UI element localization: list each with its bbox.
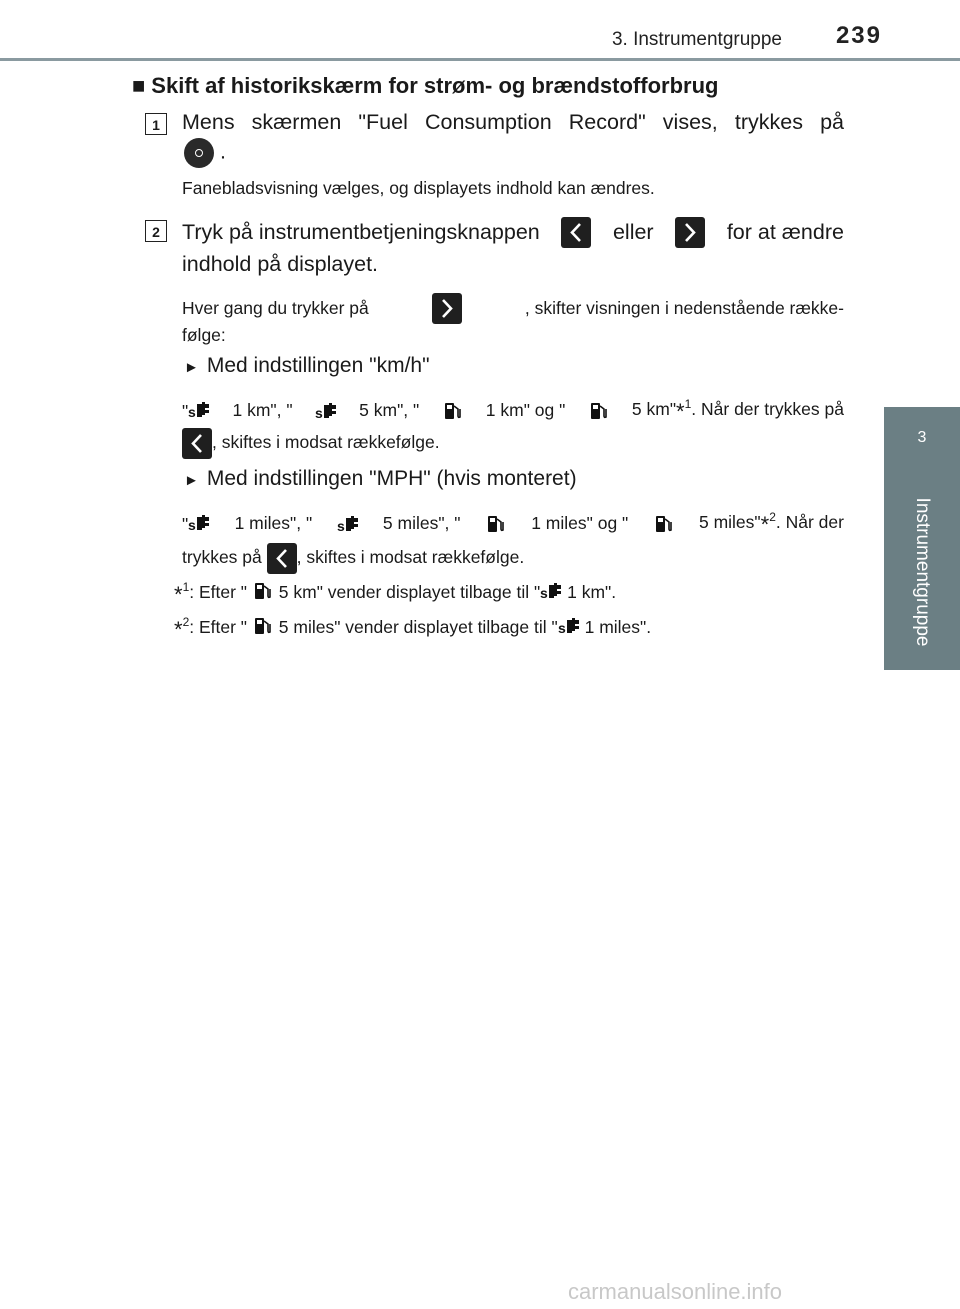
footnote-1: *$^1$: Efter " 5 km" vender displayet tilbage til " 1 km". <box>174 580 617 607</box>
ev-power-icon <box>315 401 337 421</box>
kmh-subheading: ► Med indstillingen "km/h" <box>184 354 430 377</box>
chapter-tab-label-text: Instrumentgruppe <box>912 497 933 646</box>
step2-note-line1: Hver gang du trykker på , skifter visningen i nedenstående række- <box>182 293 844 324</box>
ev-power-icon <box>337 514 359 534</box>
ev-power-icon <box>188 513 210 533</box>
mph-sequence-line1: " 1 miles", " 5 miles", " 1 miles" og " 5 miles"*$^2$. Når der <box>182 510 844 537</box>
header-section-title: 3. Instrumentgruppe <box>611 29 782 50</box>
ev-power-icon <box>558 616 580 636</box>
watermark: carmanualsonline.info <box>568 1279 783 1304</box>
header-divider <box>0 58 960 61</box>
chevron-right-key-icon <box>675 217 705 248</box>
chevron-left-key-icon <box>182 428 212 459</box>
kmh-sequence-line1: " 1 km", " 5 km", " 1 km" og " 5 km"*$^1$. Når der trykkes på <box>182 397 844 424</box>
fuel-pump-icon <box>442 401 464 421</box>
heading-text: Skift af historikskærm for strøm- og brændstofforbrug <box>151 73 719 98</box>
page-number: 239 <box>835 22 882 49</box>
kmh-sequence-line2: , skiftes i modsat rækkefølge. <box>182 428 440 459</box>
chevron-left-key-icon <box>267 543 297 574</box>
mph-sequence-line2: trykkes på , skiftes i modsat rækkefølge. <box>182 543 524 574</box>
step-number-1: 1 <box>145 113 167 135</box>
chevron-right-key-icon <box>432 293 462 324</box>
step2-text-line2: indhold på displayet. <box>182 252 379 276</box>
step1-text-line2: . <box>184 138 226 168</box>
ev-power-icon <box>188 400 210 420</box>
footnote-2: *$^2$: Efter " 5 miles" vender displayet tilbage til " 1 miles". <box>174 615 652 642</box>
step2-text-line1: Tryk på instrumentbetjeningsknappen eller for at ændre <box>182 217 844 248</box>
step1-text-line1: Mens skærmen "Fuel Consumption Record" vises, trykkes på <box>182 110 844 134</box>
mph-subheading: ► Med indstillingen "MPH" (hvis monteret) <box>184 467 577 490</box>
step2-note-line2: følge: <box>182 325 226 345</box>
ev-power-icon <box>540 581 562 601</box>
kmh-marker: ► <box>184 359 199 376</box>
mph-marker: ► <box>184 472 199 489</box>
step-number-2: 2 <box>145 220 167 242</box>
section-heading <box>132 73 718 99</box>
fuel-pump-icon <box>252 581 274 601</box>
chapter-tab-number[interactable]: 3 <box>884 407 960 473</box>
fuel-pump-icon <box>485 514 507 534</box>
fuel-pump-icon <box>653 514 675 534</box>
heading-marker: ■ <box>132 73 146 98</box>
chapter-tab-label[interactable] <box>884 473 960 670</box>
chevron-left-key-icon <box>561 217 591 248</box>
page-header <box>0 0 960 62</box>
step1-note: Fanebladsvisning vælges, og displayets indhold kan ændres. <box>182 178 655 198</box>
fuel-pump-icon <box>252 616 274 636</box>
round-button-icon <box>184 138 214 168</box>
fuel-pump-icon <box>588 401 610 421</box>
